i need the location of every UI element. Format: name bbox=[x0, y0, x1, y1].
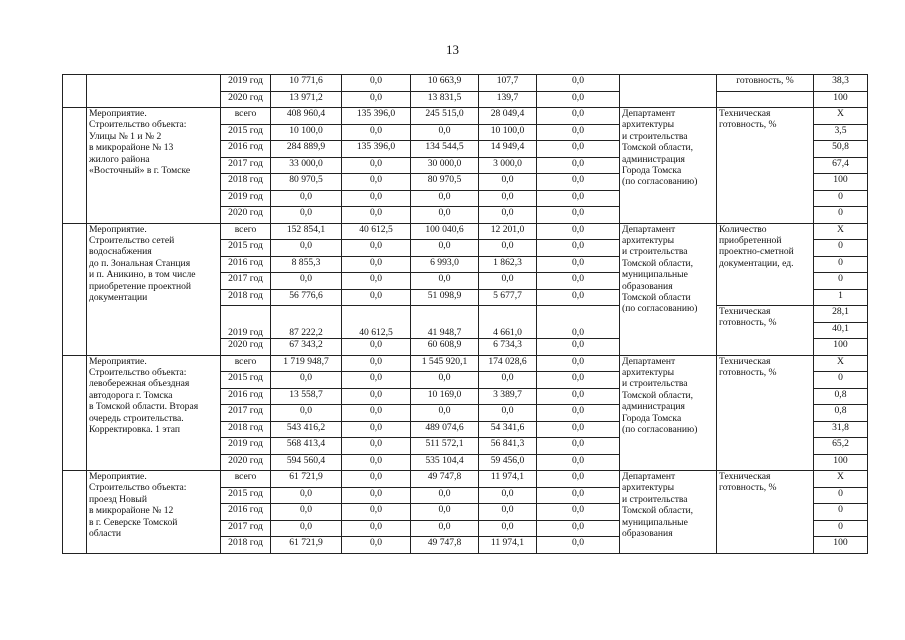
indicator-cell: Техническая готовность, % bbox=[717, 355, 814, 471]
value-extra: 0,0 bbox=[537, 91, 620, 108]
department-cell: Департамент архитектуры и строительства Томской области, администрация Города Томска (по согласованию) bbox=[620, 355, 717, 471]
value-extra: 0,0 bbox=[537, 388, 620, 405]
value-local: 56 841,3 bbox=[479, 438, 537, 455]
year-cell: 2016 год bbox=[221, 504, 271, 521]
indicator-cell: Количество приобретенной проектно-сметной документации, ед. bbox=[717, 223, 814, 306]
value-federal: 0,0 bbox=[342, 355, 411, 372]
year-cell: всего bbox=[221, 108, 271, 125]
result-cell: 0 bbox=[814, 190, 868, 207]
year-cell: всего bbox=[221, 223, 271, 240]
event-name-cell: Мероприятие. Строительство объекта: левобережная объездная автодорога г. Томска в Томской области. Вторая очередь строительства. Корректировка. 1 этап bbox=[87, 355, 221, 471]
year-cell: 2018 год bbox=[221, 537, 271, 554]
department-cell: Департамент архитектуры и строительства Томской области, муниципальные образования Томской области (по согласованию) bbox=[620, 223, 717, 355]
number-cell bbox=[63, 75, 87, 108]
value-total: 543 416,2 bbox=[271, 421, 342, 438]
value-total: 284 889,9 bbox=[271, 141, 342, 158]
value-federal: 0,0 bbox=[342, 207, 411, 224]
value-local: 3 000,0 bbox=[479, 157, 537, 174]
value-regional: 0,0 bbox=[411, 190, 479, 207]
value-extra: 0,0 bbox=[537, 124, 620, 141]
value-total: 10 771,6 bbox=[271, 75, 342, 92]
value-total: 0,0 bbox=[271, 487, 342, 504]
number-cell bbox=[63, 108, 87, 224]
value-federal: 0,0 bbox=[342, 487, 411, 504]
value-total: 67 343,2 bbox=[271, 339, 342, 356]
result-cell: Х bbox=[814, 223, 868, 240]
value-extra: 0,0 bbox=[537, 190, 620, 207]
department-cell: Департамент архитектуры и строительства Томской области, муниципальные образования bbox=[620, 471, 717, 554]
table-row bbox=[63, 223, 868, 240]
value-total: 13 971,2 bbox=[271, 91, 342, 108]
year-cell: 2019 год bbox=[221, 190, 271, 207]
value-total: 0,0 bbox=[271, 240, 342, 257]
result-cell: 100 bbox=[814, 174, 868, 191]
result-cell: 0 bbox=[814, 520, 868, 537]
value-regional: 0,0 bbox=[411, 487, 479, 504]
value-local: 1 862,3 bbox=[479, 256, 537, 273]
table-row bbox=[63, 471, 868, 488]
indicator-cell bbox=[717, 91, 814, 108]
value-local: 11 974,1 bbox=[479, 537, 537, 554]
value-local: 0,0 bbox=[479, 487, 537, 504]
value-federal: 0,0 bbox=[342, 190, 411, 207]
value-federal: 0,0 bbox=[342, 289, 411, 306]
year-cell: 2016 год bbox=[221, 388, 271, 405]
value-federal: 0,0 bbox=[342, 388, 411, 405]
value-federal: 0,0 bbox=[342, 520, 411, 537]
value-local: 0,0 bbox=[479, 372, 537, 389]
value-regional: 30 000,0 bbox=[411, 157, 479, 174]
year-cell: 2018 год bbox=[221, 174, 271, 191]
indicator-cell: готовность, % bbox=[717, 75, 814, 92]
result-cell: 38,3 bbox=[814, 75, 868, 92]
result-cell: 0 bbox=[814, 207, 868, 224]
indicator-cell: Техническая готовность, % bbox=[717, 306, 814, 356]
value-local: 11 974,1 bbox=[479, 471, 537, 488]
year-cell: 2019 год bbox=[221, 438, 271, 455]
value-extra: 0,0 bbox=[537, 289, 620, 306]
value-local: 0,0 bbox=[479, 520, 537, 537]
value-total: 568 413,4 bbox=[271, 438, 342, 455]
page-number: 13 bbox=[446, 42, 459, 57]
value-total: 0,0 bbox=[271, 372, 342, 389]
result-cell: 0 bbox=[814, 256, 868, 273]
value-regional: 0,0 bbox=[411, 273, 479, 290]
year-cell: 2017 год bbox=[221, 405, 271, 422]
value-federal: 0,0 bbox=[342, 273, 411, 290]
value-total: 0,0 bbox=[271, 207, 342, 224]
result-cell: 100 bbox=[814, 339, 868, 356]
department-cell: Департамент архитектуры и строительства Томской области, администрация Города Томска (по согласованию) bbox=[620, 108, 717, 224]
result-cell: Х bbox=[814, 108, 868, 125]
year-cell: 2020 год bbox=[221, 339, 271, 356]
value-total: 0,0 bbox=[271, 190, 342, 207]
value-regional: 245 515,0 bbox=[411, 108, 479, 125]
value-extra: 0,0 bbox=[537, 273, 620, 290]
value-regional: 60 608,9 bbox=[411, 339, 479, 356]
value-total: 8 855,3 bbox=[271, 256, 342, 273]
value-regional: 51 098,9 bbox=[411, 289, 479, 306]
value-local: 10 100,0 bbox=[479, 124, 537, 141]
value-local: 0,0 bbox=[479, 207, 537, 224]
value-extra: 0,0 bbox=[537, 207, 620, 224]
value-regional: 10 663,9 bbox=[411, 75, 479, 92]
result-cell: 100 bbox=[814, 537, 868, 554]
result-cell: 1 bbox=[814, 289, 868, 306]
value-regional: 80 970,5 bbox=[411, 174, 479, 191]
result-cell: 65,2 bbox=[814, 438, 868, 455]
value-federal: 135 396,0 bbox=[342, 141, 411, 158]
indicator-cell: Техническая готовность, % bbox=[717, 471, 814, 554]
value-extra: 0,0 bbox=[537, 174, 620, 191]
value-total: 33 000,0 bbox=[271, 157, 342, 174]
result-cell: 100 bbox=[814, 91, 868, 108]
value-total: 61 721,9 bbox=[271, 471, 342, 488]
value-federal: 40 612,5 bbox=[342, 223, 411, 240]
value-extra: 0,0 bbox=[537, 306, 620, 339]
event-name-cell: Мероприятие. Строительство объекта: Улицы № 1 и № 2 в микрорайоне № 13 жилого района «Восточный» в г. Томске bbox=[87, 108, 221, 224]
year-cell: 2017 год bbox=[221, 157, 271, 174]
value-regional: 535 104,4 bbox=[411, 454, 479, 471]
value-regional: 0,0 bbox=[411, 405, 479, 422]
value-local: 6 734,3 bbox=[479, 339, 537, 356]
value-federal: 40 612,5 bbox=[342, 306, 411, 339]
value-extra: 0,0 bbox=[537, 537, 620, 554]
value-total: 0,0 bbox=[271, 273, 342, 290]
result-cell: Х bbox=[814, 355, 868, 372]
year-cell: 2020 год bbox=[221, 454, 271, 471]
table-row bbox=[63, 355, 868, 372]
value-regional: 49 747,8 bbox=[411, 471, 479, 488]
value-extra: 0,0 bbox=[537, 256, 620, 273]
result-cell: 0,8 bbox=[814, 388, 868, 405]
event-name-cell bbox=[87, 75, 221, 108]
value-federal: 135 396,0 bbox=[342, 108, 411, 125]
value-regional: 134 544,5 bbox=[411, 141, 479, 158]
value-extra: 0,0 bbox=[537, 487, 620, 504]
year-cell: 2016 год bbox=[221, 141, 271, 158]
value-total: 0,0 bbox=[271, 504, 342, 521]
value-extra: 0,0 bbox=[537, 108, 620, 125]
value-federal: 0,0 bbox=[342, 438, 411, 455]
result-cell: 0 bbox=[814, 240, 868, 257]
value-total: 152 854,1 bbox=[271, 223, 342, 240]
value-federal: 0,0 bbox=[342, 421, 411, 438]
value-local: 139,7 bbox=[479, 91, 537, 108]
year-cell: всего bbox=[221, 471, 271, 488]
year-cell: 2015 год bbox=[221, 487, 271, 504]
value-regional: 0,0 bbox=[411, 504, 479, 521]
value-local: 59 456,0 bbox=[479, 454, 537, 471]
value-extra: 0,0 bbox=[537, 504, 620, 521]
year-cell: 2016 год bbox=[221, 256, 271, 273]
value-federal: 0,0 bbox=[342, 124, 411, 141]
value-regional: 0,0 bbox=[411, 207, 479, 224]
value-regional: 0,0 bbox=[411, 124, 479, 141]
value-local: 0,0 bbox=[479, 273, 537, 290]
year-cell: 2020 год bbox=[221, 91, 271, 108]
value-extra: 0,0 bbox=[537, 438, 620, 455]
value-regional: 489 074,6 bbox=[411, 421, 479, 438]
value-local: 107,7 bbox=[479, 75, 537, 92]
value-federal: 0,0 bbox=[342, 372, 411, 389]
indicator-cell: Техническая готовность, % bbox=[717, 108, 814, 224]
value-federal: 0,0 bbox=[342, 537, 411, 554]
year-cell: 2017 год bbox=[221, 273, 271, 290]
value-total: 408 960,4 bbox=[271, 108, 342, 125]
value-federal: 0,0 bbox=[342, 91, 411, 108]
value-regional: 10 169,0 bbox=[411, 388, 479, 405]
result-cell: 31,8 bbox=[814, 421, 868, 438]
value-local: 12 201,0 bbox=[479, 223, 537, 240]
table-row bbox=[63, 108, 868, 125]
value-regional: 0,0 bbox=[411, 372, 479, 389]
value-total: 13 558,7 bbox=[271, 388, 342, 405]
value-regional: 511 572,1 bbox=[411, 438, 479, 455]
year-cell: 2015 год bbox=[221, 372, 271, 389]
value-federal: 0,0 bbox=[342, 157, 411, 174]
value-extra: 0,0 bbox=[537, 141, 620, 158]
year-cell: 2019 год bbox=[221, 75, 271, 92]
value-local: 0,0 bbox=[479, 190, 537, 207]
value-local: 54 341,6 bbox=[479, 421, 537, 438]
value-total: 87 222,2 bbox=[271, 306, 342, 339]
result-cell: 67,4 bbox=[814, 157, 868, 174]
value-local: 174 028,6 bbox=[479, 355, 537, 372]
result-cell: Х bbox=[814, 471, 868, 488]
result-cell: 100 bbox=[814, 454, 868, 471]
value-federal: 0,0 bbox=[342, 339, 411, 356]
value-extra: 0,0 bbox=[537, 372, 620, 389]
result-cell: 0 bbox=[814, 273, 868, 290]
value-total: 10 100,0 bbox=[271, 124, 342, 141]
value-local: 4 661,0 bbox=[479, 306, 537, 339]
value-regional: 41 948,7 bbox=[411, 306, 479, 339]
value-local: 0,0 bbox=[479, 504, 537, 521]
value-regional: 100 040,6 bbox=[411, 223, 479, 240]
value-extra: 0,0 bbox=[537, 520, 620, 537]
value-local: 0,0 bbox=[479, 405, 537, 422]
number-cell bbox=[63, 471, 87, 554]
value-regional: 49 747,8 bbox=[411, 537, 479, 554]
value-local: 28 049,4 bbox=[479, 108, 537, 125]
value-local: 5 677,7 bbox=[479, 289, 537, 306]
value-total: 594 560,4 bbox=[271, 454, 342, 471]
value-total: 0,0 bbox=[271, 405, 342, 422]
value-extra: 0,0 bbox=[537, 75, 620, 92]
result-cell: 40,1 bbox=[814, 322, 868, 339]
value-regional: 13 831,5 bbox=[411, 91, 479, 108]
value-local: 0,0 bbox=[479, 174, 537, 191]
year-cell: 2015 год bbox=[221, 124, 271, 141]
value-federal: 0,0 bbox=[342, 454, 411, 471]
budget-table bbox=[62, 74, 868, 554]
value-local: 14 949,4 bbox=[479, 141, 537, 158]
value-federal: 0,0 bbox=[342, 504, 411, 521]
year-cell: 2020 год bbox=[221, 207, 271, 224]
value-local: 0,0 bbox=[479, 240, 537, 257]
result-cell: 0 bbox=[814, 487, 868, 504]
value-extra: 0,0 bbox=[537, 223, 620, 240]
value-federal: 0,0 bbox=[342, 75, 411, 92]
value-total: 1 719 948,7 bbox=[271, 355, 342, 372]
result-cell: 50,8 bbox=[814, 141, 868, 158]
value-federal: 0,0 bbox=[342, 174, 411, 191]
value-total: 0,0 bbox=[271, 520, 342, 537]
value-total: 61 721,9 bbox=[271, 537, 342, 554]
value-federal: 0,0 bbox=[342, 240, 411, 257]
value-regional: 0,0 bbox=[411, 520, 479, 537]
number-cell bbox=[63, 355, 87, 471]
value-federal: 0,0 bbox=[342, 256, 411, 273]
value-extra: 0,0 bbox=[537, 405, 620, 422]
year-cell: 2018 год bbox=[221, 421, 271, 438]
result-cell: 28,1 bbox=[814, 306, 868, 323]
value-extra: 0,0 bbox=[537, 355, 620, 372]
year-cell: 2017 год bbox=[221, 520, 271, 537]
value-regional: 0,0 bbox=[411, 240, 479, 257]
value-regional: 6 993,0 bbox=[411, 256, 479, 273]
year-cell: 2018 год bbox=[221, 289, 271, 306]
year-cell: всего bbox=[221, 355, 271, 372]
department-cell bbox=[620, 75, 717, 108]
year-cell: 2015 год bbox=[221, 240, 271, 257]
value-federal: 0,0 bbox=[342, 471, 411, 488]
number-cell bbox=[63, 223, 87, 355]
value-extra: 0,0 bbox=[537, 421, 620, 438]
value-extra: 0,0 bbox=[537, 240, 620, 257]
value-extra: 0,0 bbox=[537, 339, 620, 356]
value-federal: 0,0 bbox=[342, 405, 411, 422]
value-regional: 1 545 920,1 bbox=[411, 355, 479, 372]
value-extra: 0,0 bbox=[537, 157, 620, 174]
value-total: 56 776,6 bbox=[271, 289, 342, 306]
result-cell: 3,5 bbox=[814, 124, 868, 141]
result-cell: 0 bbox=[814, 504, 868, 521]
value-extra: 0,0 bbox=[537, 471, 620, 488]
event-name-cell: Мероприятие. Строительство сетей водоснабжения до п. Зональная Станция и п. Аникино, в том числе приобретение проектной документации bbox=[87, 223, 221, 355]
year-cell: 2019 год bbox=[221, 306, 271, 339]
result-cell: 0,8 bbox=[814, 405, 868, 422]
result-cell: 0 bbox=[814, 372, 868, 389]
value-total: 80 970,5 bbox=[271, 174, 342, 191]
event-name-cell: Мероприятие. Строительство объекта: проезд Новый в микрорайоне № 12 в г. Северске Томской области bbox=[87, 471, 221, 554]
table-row bbox=[63, 75, 868, 92]
value-extra: 0,0 bbox=[537, 454, 620, 471]
value-local: 3 389,7 bbox=[479, 388, 537, 405]
